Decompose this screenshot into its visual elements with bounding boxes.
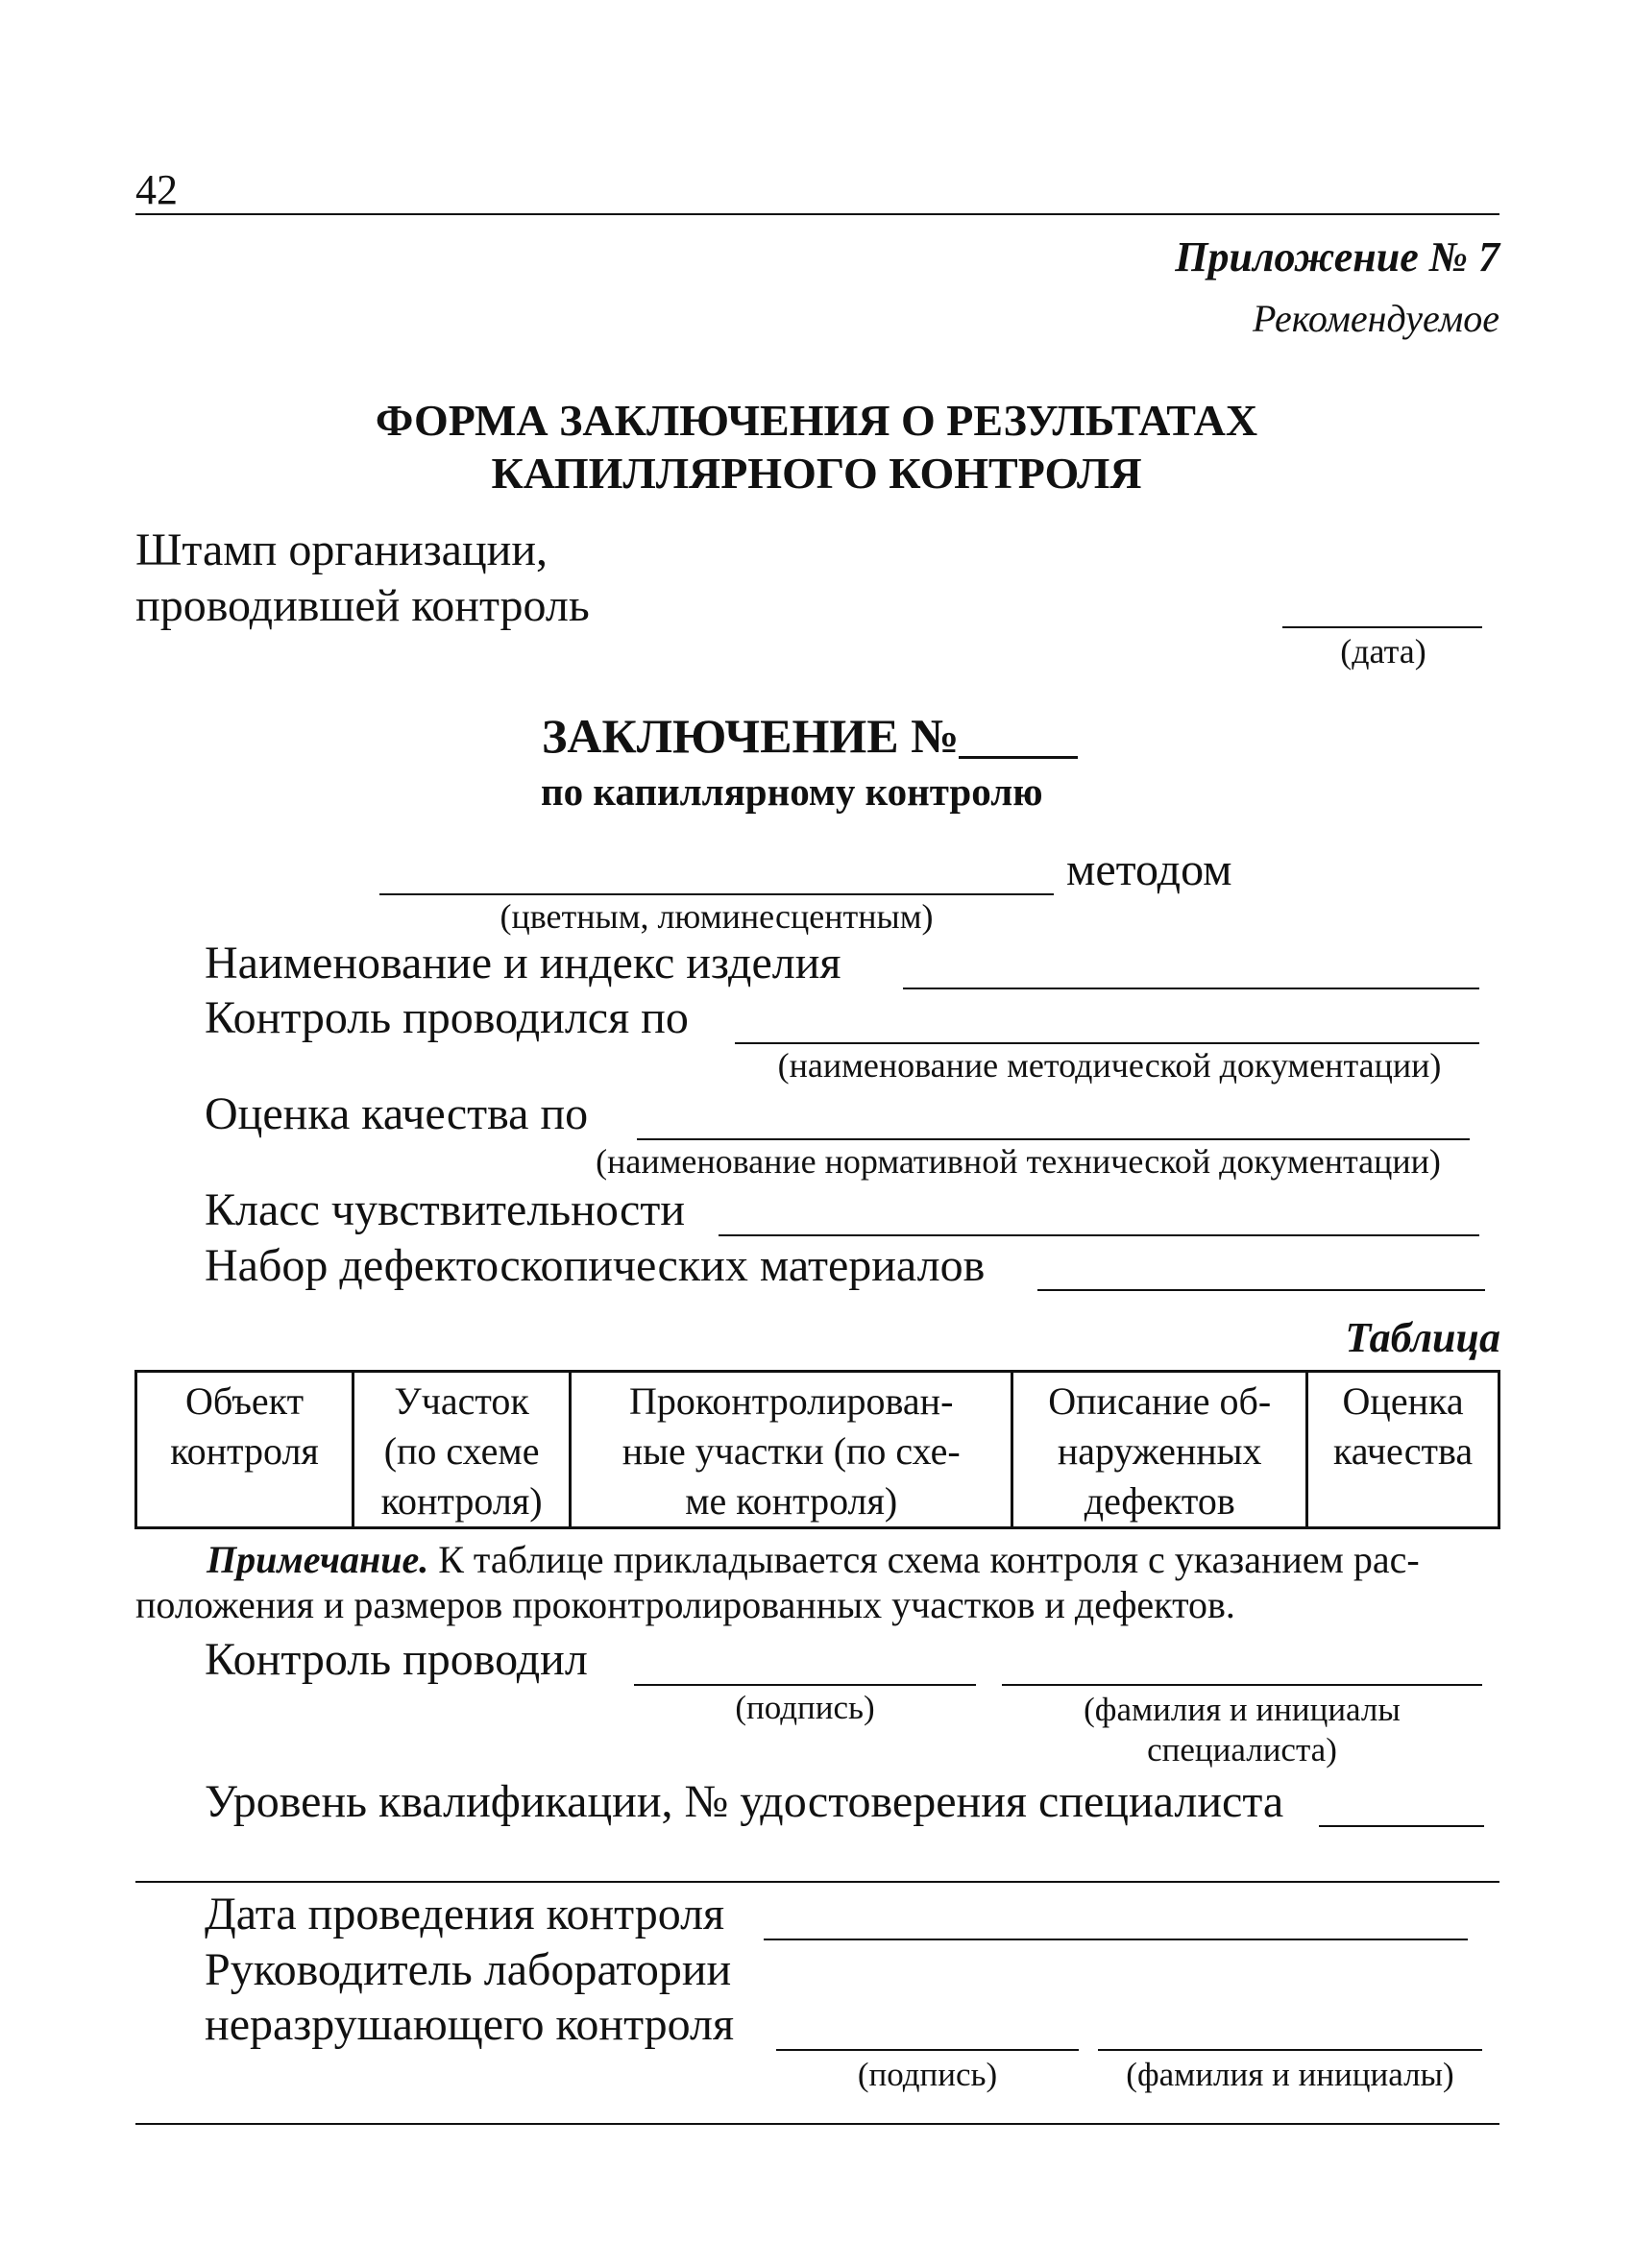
qualification-label: Уровень квалификации, № удостоверения специалиста <box>205 1776 1284 1827</box>
conclusion-number-field[interactable] <box>959 756 1078 759</box>
quality-field[interactable] <box>637 1138 1470 1140</box>
note-line2: положения и размеров проконтролированных участков и дефектов. <box>135 1583 1235 1626</box>
method-field[interactable] <box>379 893 1054 895</box>
lab-head-line1: Руководитель лаборатории <box>205 1944 732 1995</box>
control-by-caption: (наименование методической документации) <box>777 1046 1442 1085</box>
date-field[interactable] <box>1282 626 1482 628</box>
header-section: Участок (по схеме контроля) <box>353 1372 571 1528</box>
inspector-signature-caption: (подпись) <box>735 1689 875 1726</box>
appendix-status: Рекомендуемое <box>1252 297 1499 340</box>
materials-field[interactable] <box>1037 1289 1485 1291</box>
inspector-name-field[interactable] <box>1002 1684 1482 1686</box>
quality-label: Оценка качества по <box>205 1088 589 1139</box>
appendix-title: Приложение № 7 <box>1175 233 1499 280</box>
quality-caption: (наименование нормативной технической документации) <box>596 1142 1441 1181</box>
lab-date-field[interactable] <box>764 1939 1468 1940</box>
control-by-field[interactable] <box>735 1042 1479 1044</box>
lab-head-line2: неразрушающего контроля <box>205 1999 735 2050</box>
date-caption: (дата) <box>1340 632 1426 671</box>
inspector-name-caption-line2: специалиста) <box>1147 1731 1337 1768</box>
conclusion-subtitle: по капиллярному контролю <box>541 769 1043 814</box>
header-inspected-areas: Проконтролирован- ные участки (по схе- ме контроля) <box>571 1372 1012 1528</box>
product-field[interactable] <box>903 988 1479 989</box>
qualification-field[interactable] <box>1319 1825 1484 1827</box>
lab-date-label: Дата проведения контроля <box>205 1889 725 1939</box>
method-label: методом <box>1066 844 1232 895</box>
table-caption: Таблица <box>1345 1314 1500 1361</box>
header-quality-assessment: Оценка качества <box>1307 1372 1499 1528</box>
control-by-label: Контроль проводился по <box>205 992 689 1043</box>
stamp-line1: Штамп организации, <box>135 524 548 575</box>
stamp-line2: проводившей контроль <box>135 580 590 631</box>
note-line1 <box>207 1537 1571 1582</box>
conclusion-title: ЗАКЛЮЧЕНИЕ № <box>542 709 960 763</box>
product-label: Наименование и индекс изделия <box>205 938 841 988</box>
results-table <box>134 1370 1500 1529</box>
header-object: Объект контроля <box>136 1372 353 1528</box>
note-label: Примечание. <box>207 1538 429 1581</box>
footer-rule <box>135 2123 1499 2125</box>
sensitivity-field[interactable] <box>719 1234 1479 1236</box>
lab-name-caption: (фамилия и инициалы) <box>1126 2056 1454 2093</box>
sensitivity-label: Класс чувствительности <box>205 1184 686 1235</box>
form-title-line2: КАПИЛЛЯРНОГО КОНТРОЛЯ <box>491 449 1142 498</box>
materials-label: Набор дефектоскопических материалов <box>205 1240 986 1291</box>
lab-signature-field[interactable] <box>776 2049 1079 2051</box>
inspector-name-caption-line1: (фамилия и инициалы <box>1084 1691 1401 1728</box>
lab-signature-caption: (подпись) <box>857 2056 998 2093</box>
table-header-row <box>136 1372 1499 1528</box>
page-number: 42 <box>135 166 178 213</box>
method-caption: (цветным, люминесцентным) <box>500 897 934 936</box>
inspector-label: Контроль проводил <box>205 1634 588 1685</box>
note-text: К таблице прикладывается схема контроля с указанием рас- <box>428 1538 1420 1581</box>
header-rule <box>135 213 1499 215</box>
form-title-line1: ФОРМА ЗАКЛЮЧЕНИЯ О РЕЗУЛЬТАТАХ <box>375 396 1258 445</box>
inspector-signature-field[interactable] <box>634 1684 976 1686</box>
header-defects-description: Описание об- наруженных дефектов <box>1012 1372 1307 1528</box>
qualification-field-continuation[interactable] <box>135 1881 1499 1883</box>
lab-name-field[interactable] <box>1098 2049 1482 2051</box>
